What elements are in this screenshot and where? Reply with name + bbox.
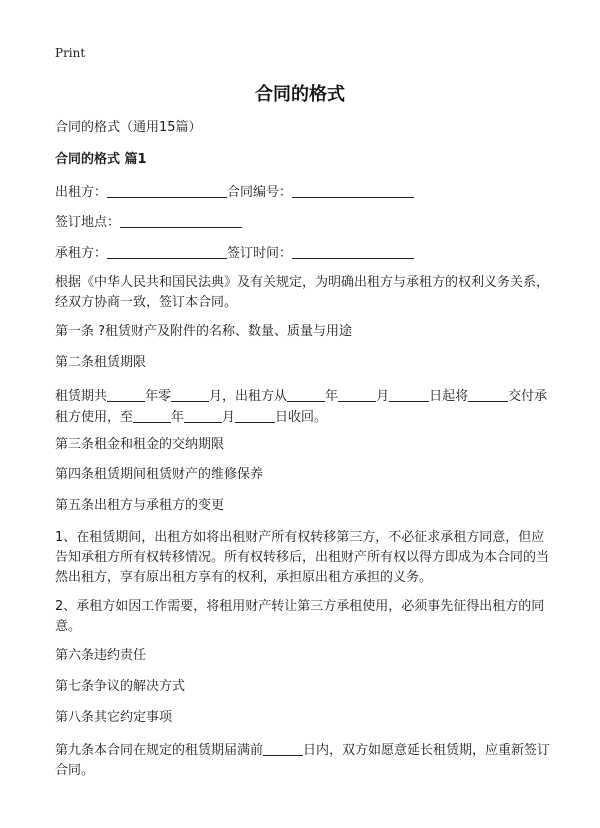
article-3: 第三条租金和租金的交纳期限: [55, 437, 225, 452]
end-day-blank: [235, 407, 275, 423]
section-heading: 合同的格式 篇1: [55, 152, 147, 167]
article-9-text: 第九条本合同在规定的租赁期届满前: [55, 743, 264, 758]
clause-1: 1、在租赁期间，出租方如将出租财产所有权转移第三方，不必征求承租方同意，但应告知承租方所有权转移情况。所有权转移后，出租财产所有权以得方即成为本合同的当然出租方，享有原出租方享有的权利，承担原出租方承担的义务。: [55, 530, 550, 585]
start-day-blank: [389, 386, 429, 402]
article-6: 第六条违约责任: [55, 648, 147, 663]
lease-years-blank: [107, 386, 145, 402]
renewal-days-blank: [263, 740, 303, 756]
contract-no-blank: [292, 182, 414, 198]
intro-paragraph: 根据《中华人民共和国民法典》及有关规定，为明确出租方与承租方的权利义务关系，经双方协商一致，签订本合同。: [55, 275, 550, 310]
article-9-text: 日内，双方如愿意延长租赁期，应重新签订合同。: [55, 743, 551, 778]
article-9: [55, 740, 555, 781]
sign-place-label: 签订地点：: [55, 215, 121, 230]
sign-time-label: 签订时间：: [227, 246, 293, 261]
lease-term-text: 年: [325, 389, 339, 404]
article-7: 第七条争议的解决方式: [55, 679, 186, 694]
lease-term-text: 月，出租方从: [209, 389, 288, 404]
lease-term-text: 租赁期共: [55, 389, 108, 404]
lease-term-text: 月: [222, 410, 236, 425]
sign-place-blank: [120, 212, 242, 228]
print-link[interactable]: Print: [55, 46, 86, 60]
article-5: 第五条出租方与承租方的变更: [55, 498, 225, 513]
lease-term-text: 日起将: [429, 389, 469, 404]
lease-term-text: 交付承租方使用，至: [55, 389, 548, 425]
article-4: 第四条租赁期间租赁财产的维修保养: [55, 467, 264, 482]
lease-term-text: 日收回。: [275, 410, 328, 425]
article-8: 第八条其它约定事项: [55, 710, 173, 725]
lessee-label: 承租方：: [55, 246, 108, 261]
article-2: 第二条租赁期限: [55, 355, 147, 370]
contract-no-label: 合同编号：: [227, 185, 293, 200]
lease-term-text: 年零: [145, 389, 172, 404]
sign-time-blank: [292, 243, 414, 259]
end-month-blank: [184, 407, 222, 423]
lessor-blank: [107, 182, 227, 198]
lessee-blank: [107, 243, 227, 259]
lease-months-blank: [171, 386, 209, 402]
start-month-blank: [338, 386, 376, 402]
form-row-sign-place: [55, 212, 555, 233]
clause-2: 2、承租方如因工作需要，将租用财产转让第三方承租使用，必须事先征得出租方的同意。: [55, 599, 545, 634]
article-1: 第一条 ?租赁财产及附件的名称、数量、质量与用途: [55, 324, 353, 339]
lease-term-text: 年: [171, 410, 185, 425]
form-row-lessor: [55, 182, 555, 203]
property-blank: [468, 386, 508, 402]
lease-term-paragraph: [55, 386, 555, 428]
document-title: 合同的格式: [255, 84, 345, 105]
lessor-label: 出租方：: [55, 185, 108, 200]
start-year-blank: [287, 386, 325, 402]
lease-term-text: 月: [376, 389, 390, 404]
form-row-lessee: [55, 243, 555, 264]
document-subtitle: 合同的格式（通用15篇）: [55, 120, 202, 135]
end-year-blank: [133, 407, 171, 423]
